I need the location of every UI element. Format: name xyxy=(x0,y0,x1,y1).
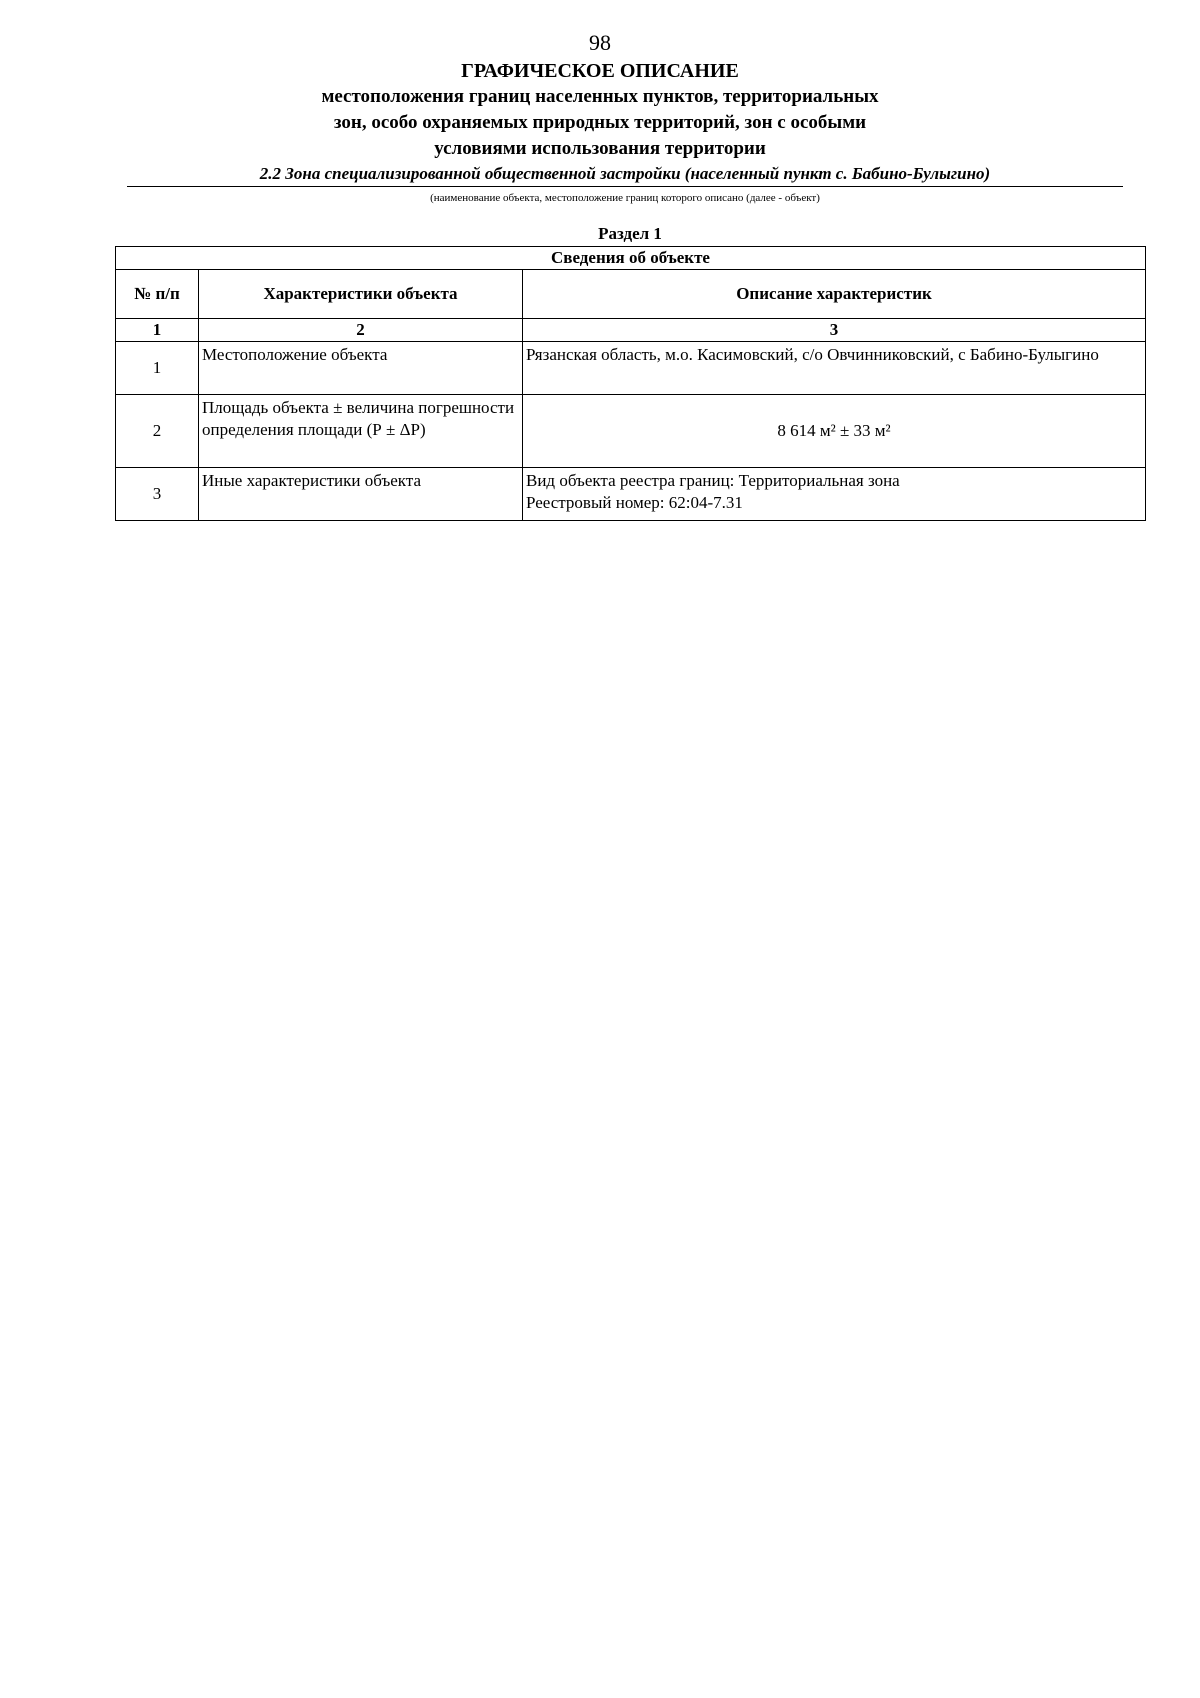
object-info-table xyxy=(115,246,1146,521)
row-characteristic: Площадь объекта ± величина погрешности определения площади (Р ± ΔР) xyxy=(199,395,523,468)
title-main: ГРАФИЧЕСКОЕ ОПИСАНИЕ xyxy=(461,60,739,82)
row-description xyxy=(523,395,1146,468)
description-line: Вид объекта реестра границ: Территориальная зона xyxy=(526,471,900,490)
column-number: 2 xyxy=(199,319,523,342)
row-characteristic: Местоположение объекта xyxy=(199,342,523,395)
column-number: 3 xyxy=(523,319,1146,342)
object-name: 2.2 Зона специализированной общественной застройки (населенный пункт с. Бабино-Булыгино) xyxy=(127,163,1123,187)
section-title: Раздел 1 xyxy=(598,224,662,243)
description-line: 8 614 м² ± 33 м² xyxy=(777,421,891,440)
title-line: зон, особо охраняемых природных территорий, зон с особыми xyxy=(333,112,867,133)
row-description xyxy=(523,468,1146,521)
header-description: Описание характеристик xyxy=(523,270,1146,319)
title-line: условиями использования территории xyxy=(434,138,766,159)
header-number: № п/п xyxy=(116,270,199,319)
table-header-row xyxy=(116,270,1146,319)
table-caption: Сведения об объекте xyxy=(116,247,1146,270)
document-title xyxy=(0,58,1200,162)
row-number: 1 xyxy=(116,342,199,395)
table-row xyxy=(116,342,1146,395)
table-row xyxy=(116,395,1146,468)
column-number: 1 xyxy=(116,319,199,342)
column-number-row xyxy=(116,319,1146,342)
table-caption-row xyxy=(116,247,1146,270)
page-number: 98 xyxy=(589,30,611,55)
header-characteristic: Характеристики объекта xyxy=(199,270,523,319)
row-number: 3 xyxy=(116,468,199,521)
description-line: Рязанская область, м.о. Касимовский, с/о Овчинниковский, с Бабино-Булыгино xyxy=(526,345,1099,364)
table-row xyxy=(116,468,1146,521)
row-description xyxy=(523,342,1146,395)
title-line: местоположения границ населенных пунктов, территориальных xyxy=(321,86,879,107)
row-number: 2 xyxy=(116,395,199,468)
row-characteristic: Иные характеристики объекта xyxy=(199,468,523,521)
object-caption: (наименование объекта, местоположение границ которого описано (далее - объект) xyxy=(430,192,820,204)
description-line: Реестровый номер: 62:04-7.31 xyxy=(526,493,743,512)
